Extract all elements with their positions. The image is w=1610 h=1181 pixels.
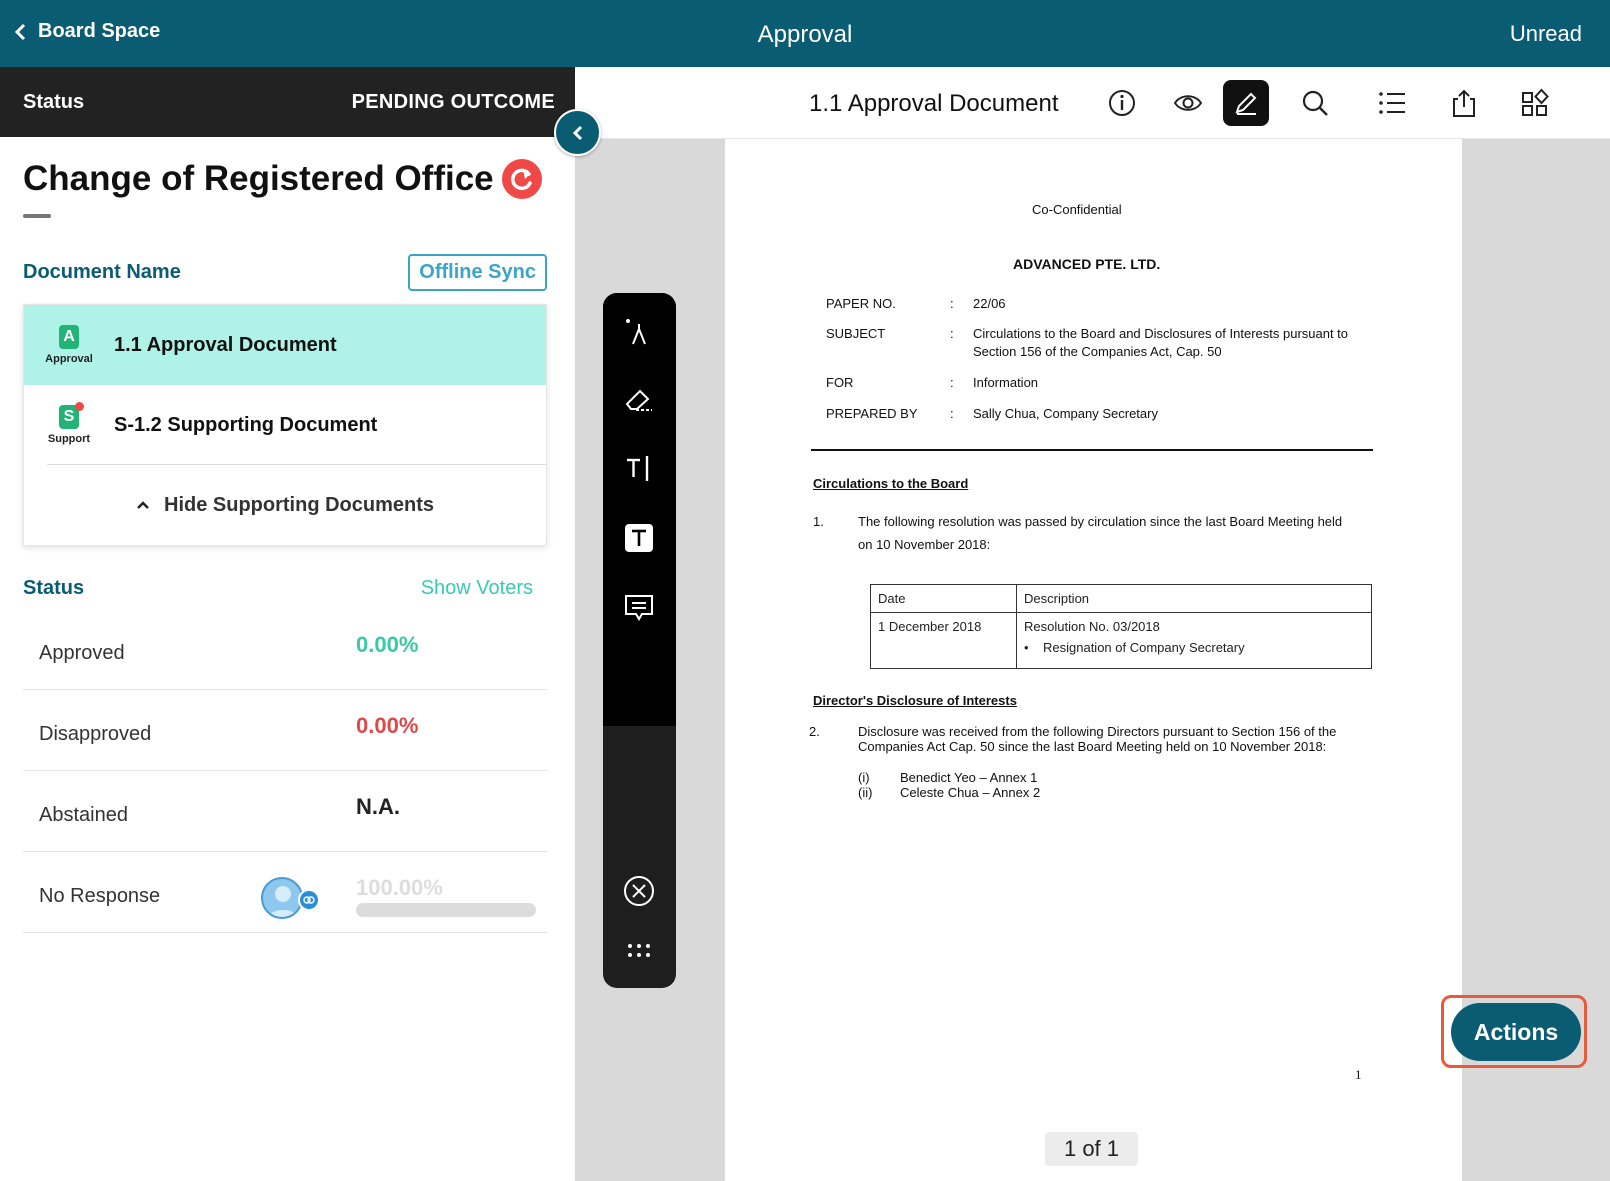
- chevron-left-icon: [572, 124, 584, 142]
- back-label: Board Space: [38, 20, 161, 42]
- share-icon[interactable]: [1441, 80, 1487, 126]
- vote-row-approved: Approved 0.00%: [23, 612, 547, 690]
- status-label: Status: [23, 90, 85, 113]
- confidential-label: Co-Confidential: [1032, 202, 1122, 217]
- subject-line1: Circulations to the Board and Disclosures of Interests pursuant to: [973, 326, 1349, 341]
- info-icon[interactable]: [1099, 80, 1145, 126]
- link-icon: [298, 889, 320, 911]
- paper-number: 22/06: [973, 296, 1006, 311]
- document-title: 1.1 Approval Document: [809, 90, 1059, 117]
- document-item-approval[interactable]: [24, 305, 546, 385]
- left-panel: [0, 67, 575, 1181]
- pen-icon[interactable]: [1223, 80, 1269, 126]
- approved-percentage: 0.00%: [356, 632, 419, 657]
- eraser-icon[interactable]: [617, 376, 661, 420]
- disapproved-percentage: 0.00%: [356, 713, 419, 738]
- lasso-icon[interactable]: [617, 311, 661, 355]
- divider: [811, 449, 1373, 451]
- collapse-panel-button[interactable]: [554, 109, 601, 156]
- document-item-label: 1.1 Approval Document: [114, 333, 337, 356]
- hide-supporting-documents-button[interactable]: Hide Supporting Documents: [24, 465, 546, 545]
- grid-icon[interactable]: [1512, 80, 1558, 126]
- viewer-toolbar: [575, 67, 1610, 139]
- vote-row-disapproved: Disapproved 0.00%: [23, 693, 547, 771]
- annotation-toolbar: [603, 293, 676, 988]
- document-item-supporting[interactable]: [24, 385, 546, 465]
- page-title: Change of Registered Office: [23, 159, 494, 198]
- page-number: 1: [1355, 1067, 1362, 1082]
- eye-icon[interactable]: [1165, 80, 1211, 126]
- company-name: ADVANCED PTE. LTD.: [1013, 256, 1161, 272]
- text-box-icon[interactable]: [617, 516, 661, 560]
- status-section-label: Status: [23, 577, 85, 599]
- text-cursor-icon[interactable]: [617, 446, 661, 490]
- support-doc-icon: S Support: [24, 405, 114, 445]
- approval-doc-icon: A Approval: [24, 325, 114, 365]
- status-value: PENDING OUTCOME: [351, 90, 555, 113]
- comment-icon[interactable]: [617, 586, 661, 630]
- section-heading: Director's Disclosure of Interests: [813, 693, 1017, 708]
- page-header-title: Approval: [757, 21, 853, 48]
- no-response-percentage: 100.00%: [356, 875, 443, 900]
- offline-sync-button[interactable]: Offline Sync: [408, 254, 547, 291]
- document-name-label: Document Name: [23, 260, 181, 283]
- more-icon[interactable]: [617, 929, 661, 973]
- close-icon[interactable]: [617, 869, 661, 913]
- vote-row-no-response: No Response 100.00%: [23, 855, 547, 933]
- resolution-table: Date Description 1 December 2018 Resolution No. 03/2018 • Resignation of Company Secretary: [870, 584, 1372, 669]
- actions-button[interactable]: Actions: [1451, 1003, 1581, 1061]
- prepared-by-value: Sally Chua, Company Secretary: [973, 406, 1158, 421]
- document-item-label: S-1.2 Supporting Document: [114, 413, 378, 436]
- divider: [47, 464, 546, 465]
- chevron-up-icon: [136, 500, 150, 510]
- abstained-value: N.A.: [356, 794, 400, 819]
- document-page: Co-Confidential ADVANCED PTE. LTD. PAPER NO. : 22/06 SUBJECT : Circulations to the Board and Disclosures of Interests pursuant to Section 156 of the Companies Act, Cap. 50 FOR : Information PREPARED BY : Sally Chua, Company Secretary Circulations to the Board 1. The following resolution was passed by circulation since the last Board Meeting held on 10 November 2018: Date Description 1 December 2018 Resolution No. 03/2018 • Resignation of Company Secretary Director's Disclosure of Interests 2. Disclosure was received from the following Directors pursuant to Section 156 of the Companies Act Cap. 50 since the last Board Meeting held on 10 November 2018: (i) Benedict Yeo – Annex 1 (ii) Celeste Chua – Annex 2 1: [725, 139, 1462, 1181]
- unread-dot: [75, 402, 84, 411]
- avatar[interactable]: [261, 877, 303, 919]
- page-indicator: 1 of 1: [1045, 1132, 1138, 1166]
- search-icon[interactable]: [1292, 80, 1338, 126]
- top-app-bar: [0, 0, 1610, 67]
- refresh-icon[interactable]: [502, 159, 542, 199]
- no-response-progress-bar: [356, 903, 536, 917]
- section-heading: Circulations to the Board: [813, 476, 969, 491]
- subject-line2: Section 156 of the Companies Act, Cap. 50: [973, 344, 1222, 359]
- title-underline: [23, 214, 51, 218]
- show-voters-link[interactable]: Show Voters: [420, 577, 533, 599]
- status-bar: [0, 67, 575, 137]
- vote-row-abstained: Abstained N.A.: [23, 774, 547, 852]
- unread-button[interactable]: Unread: [1509, 21, 1582, 46]
- for-value: Information: [973, 375, 1039, 390]
- document-list: [23, 304, 547, 546]
- list-icon[interactable]: [1369, 80, 1415, 126]
